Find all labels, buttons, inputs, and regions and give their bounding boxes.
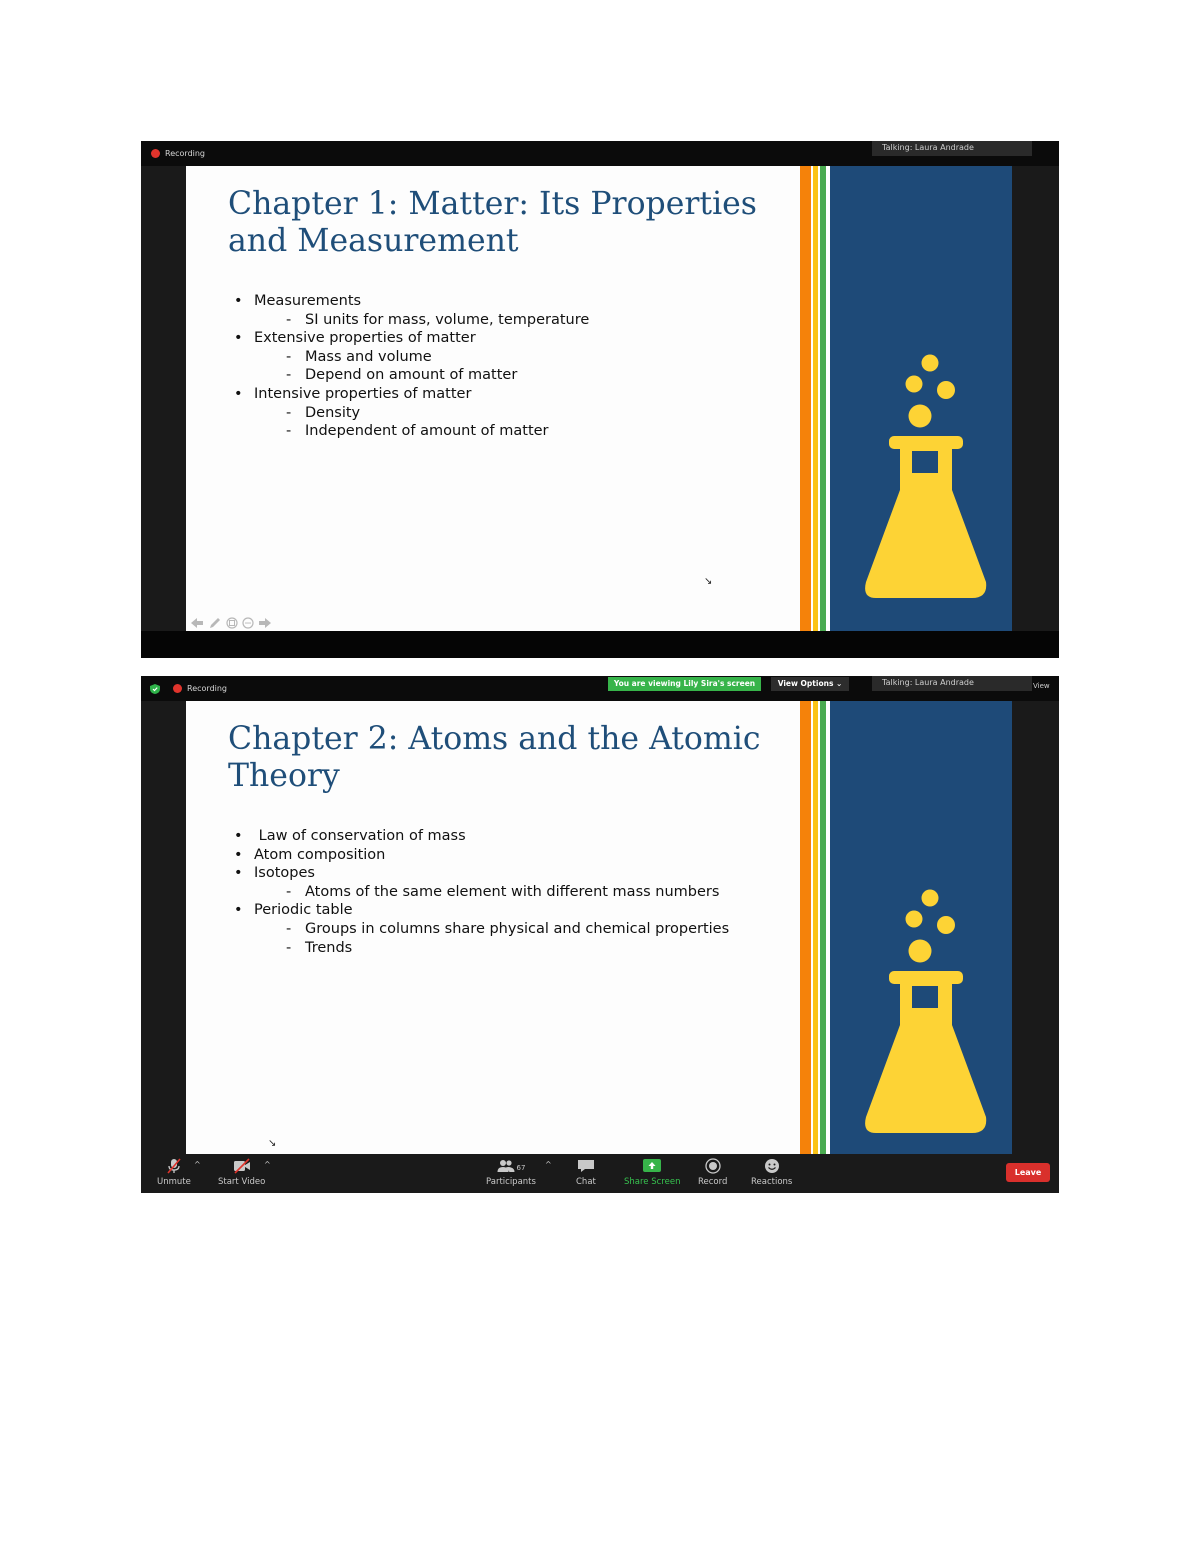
shared-slide bbox=[186, 701, 1012, 1166]
share-screen-label: Share Screen bbox=[624, 1177, 681, 1187]
slide-title: Chapter 2: Atoms and the Atomic Theory bbox=[228, 721, 761, 794]
sub-bullet-item bbox=[254, 404, 794, 423]
sub-bullet-text: Mass and volume bbox=[305, 348, 432, 365]
bullet-item bbox=[234, 901, 794, 957]
next-slide-icon[interactable] bbox=[258, 617, 272, 629]
zoom-screenshot-1 bbox=[141, 141, 1059, 658]
zoom-screenshot-2 bbox=[141, 676, 1059, 1193]
decorative-stripes bbox=[800, 166, 830, 631]
slide-annotation-toolbar bbox=[190, 617, 272, 629]
encryption-shield-icon[interactable] bbox=[150, 684, 160, 694]
participant-count: 67 bbox=[516, 1163, 526, 1172]
record-label: Record bbox=[698, 1177, 728, 1187]
start-video-button[interactable] bbox=[218, 1158, 265, 1187]
recording-label: Recording bbox=[165, 149, 206, 158]
video-options-chevron-icon[interactable]: ^ bbox=[264, 1160, 271, 1169]
top-bar bbox=[141, 141, 1059, 166]
reactions-icon bbox=[763, 1158, 781, 1174]
share-screen-icon bbox=[643, 1158, 661, 1174]
meeting-toolbar bbox=[141, 1154, 1059, 1193]
previous-slide-icon[interactable] bbox=[190, 617, 204, 629]
participants-button[interactable] bbox=[486, 1158, 536, 1187]
decorative-stripes bbox=[800, 701, 830, 1166]
talking-indicator: Talking: Laura Andrade bbox=[872, 141, 1032, 156]
chat-label: Chat bbox=[576, 1177, 596, 1187]
slide-bullets bbox=[234, 292, 794, 441]
recording-label: Recording bbox=[187, 684, 228, 693]
recording-indicator[interactable] bbox=[151, 149, 205, 158]
sub-bullet-text: SI units for mass, volume, temperature bbox=[305, 311, 590, 328]
sub-bullet-item bbox=[254, 939, 794, 958]
bullet-text: Extensive properties of matter bbox=[254, 330, 476, 347]
sub-bullet-text: Trends bbox=[305, 939, 353, 956]
leave-button[interactable]: Leave bbox=[1006, 1163, 1050, 1182]
sub-bullet-item bbox=[254, 348, 794, 367]
audio-options-chevron-icon[interactable]: ^ bbox=[194, 1160, 201, 1169]
reactions-label: Reactions bbox=[751, 1177, 793, 1187]
flask-icon bbox=[862, 354, 988, 614]
start-video-label: Start Video bbox=[218, 1177, 266, 1187]
bullet-item bbox=[234, 864, 794, 901]
bottom-strip bbox=[141, 631, 1059, 658]
unmute-label: Unmute bbox=[157, 1177, 191, 1187]
bullet-item bbox=[234, 846, 794, 865]
chat-icon bbox=[577, 1158, 595, 1174]
chat-button[interactable] bbox=[576, 1158, 596, 1187]
bullet-text: Atom composition bbox=[254, 846, 386, 863]
bullet-text: Periodic table bbox=[254, 902, 353, 919]
bullet-item bbox=[234, 329, 794, 385]
flask-icon bbox=[862, 889, 988, 1149]
talking-indicator: Talking: Laura Andrade bbox=[872, 676, 1032, 691]
recording-dot-icon bbox=[173, 684, 182, 693]
sub-bullet-text: Atoms of the same element with different mass numbers bbox=[305, 883, 720, 900]
slide-bullets bbox=[234, 827, 794, 957]
sub-bullet-item bbox=[254, 920, 794, 939]
bullet-text: Measurements bbox=[254, 293, 362, 309]
participants-options-chevron-icon[interactable]: ^ bbox=[545, 1160, 552, 1169]
more-options-icon[interactable] bbox=[242, 617, 254, 629]
participants-icon bbox=[497, 1158, 515, 1174]
sub-bullet-item bbox=[254, 366, 794, 385]
view-toggle[interactable]: View bbox=[1033, 682, 1050, 690]
bullet-item bbox=[234, 827, 794, 846]
record-button[interactable] bbox=[698, 1158, 727, 1187]
reactions-button[interactable] bbox=[751, 1158, 792, 1187]
bullet-text: Law of conservation of mass bbox=[254, 828, 466, 844]
view-options-button[interactable]: View Options ⌄ bbox=[771, 677, 849, 691]
recording-dot-icon bbox=[151, 149, 160, 158]
sub-bullet-text: Independent of amount of matter bbox=[305, 423, 549, 440]
bullet-item bbox=[234, 292, 794, 329]
mouse-cursor-icon: ↘ bbox=[704, 576, 713, 587]
shared-slide bbox=[186, 166, 1012, 631]
participants-label: Participants bbox=[486, 1177, 536, 1187]
slide-title: Chapter 1: Matter: Its Properties and Measurement bbox=[228, 186, 757, 259]
top-bar bbox=[141, 676, 1059, 701]
sub-bullet-text: Groups in columns share physical and chemical properties bbox=[305, 920, 730, 937]
sub-bullet-text: Depend on amount of matter bbox=[305, 367, 518, 384]
pen-icon[interactable] bbox=[208, 617, 222, 629]
video-off-icon bbox=[233, 1158, 251, 1174]
sub-bullet-item bbox=[254, 883, 794, 902]
slides-grid-icon[interactable] bbox=[226, 617, 238, 629]
bullet-text: Intensive properties of matter bbox=[254, 385, 472, 402]
bullet-text: Isotopes bbox=[254, 865, 315, 882]
mouse-cursor-icon: ↘ bbox=[268, 1138, 277, 1149]
bullet-item bbox=[234, 385, 794, 441]
sub-bullet-item bbox=[254, 311, 794, 330]
muted-microphone-icon bbox=[165, 1158, 183, 1174]
recording-indicator[interactable] bbox=[173, 684, 227, 693]
sub-bullet-text: Density bbox=[305, 404, 361, 421]
sub-bullet-item bbox=[254, 422, 794, 441]
share-screen-button[interactable] bbox=[624, 1158, 680, 1187]
unmute-button[interactable] bbox=[157, 1158, 191, 1187]
viewing-screen-banner: You are viewing Lily Sira's screen bbox=[608, 677, 761, 691]
record-icon bbox=[704, 1158, 722, 1174]
